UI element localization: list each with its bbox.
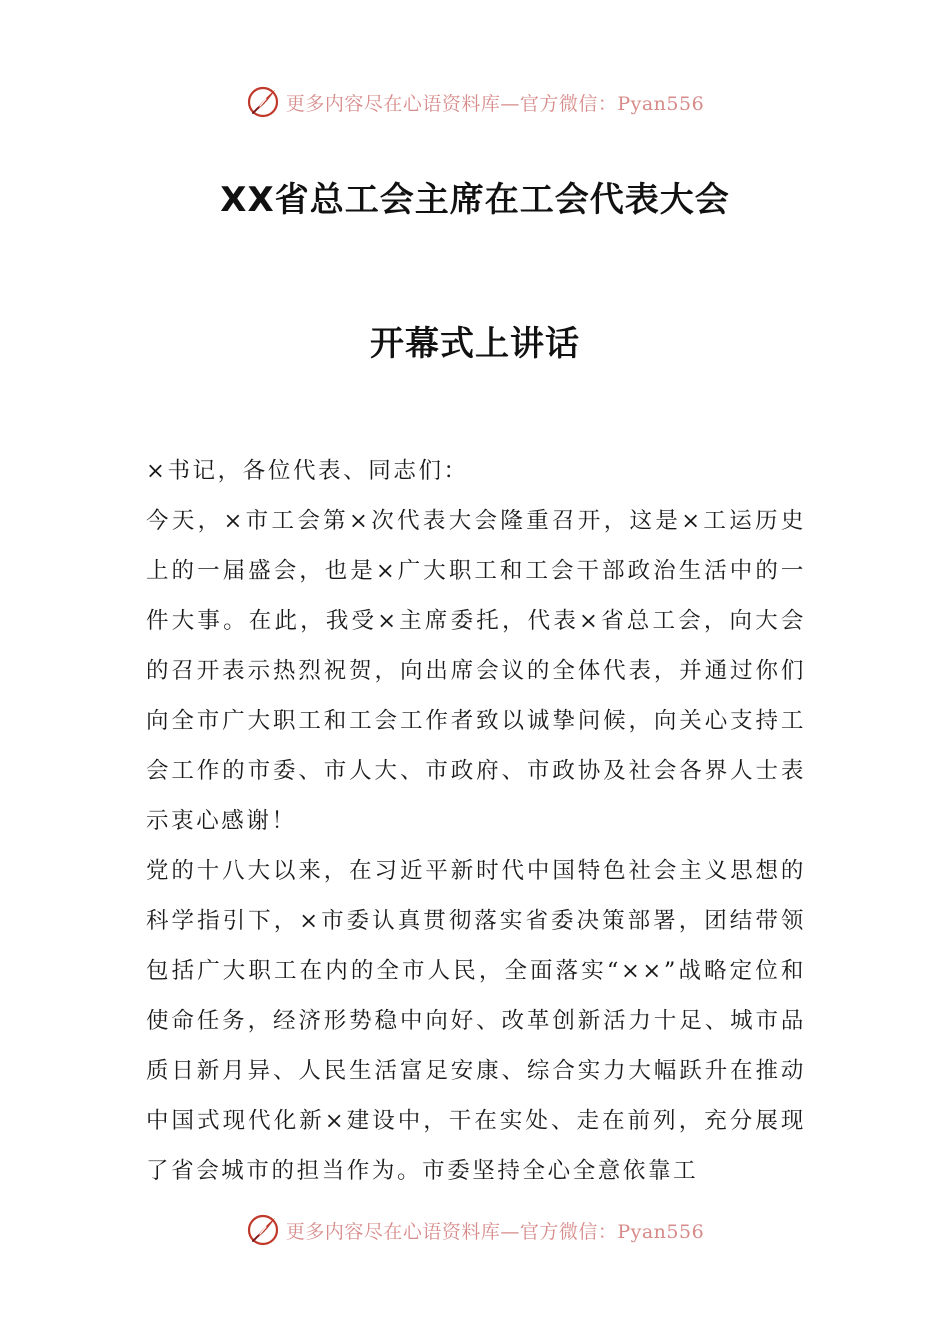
header-watermark <box>0 82 950 122</box>
body-paragraph-2: 党的十八大以来，在习近平新时代中国特色社会主义思想的科学指引下，×市委认真贯彻落实省委决策部署，团结带领包括广大职工在内的全市人民，全面落实“××”战略定位和使命任务，经济形势稳中向好、改革创新活力十足、城市品质日新月异、人民生活富足安康、综合实力大幅跃升在推动中国式现代化新×建设中，干在实处、走在前列，充分展现了省会城市的担当作为。市委坚持全心全意依靠工 <box>146 858 806 1184</box>
document-title-line-1: XX省总工会主席在工会代表大会 <box>220 180 730 220</box>
feather-pen-logo-icon <box>246 85 280 119</box>
feather-pen-logo-icon <box>246 1213 280 1247</box>
salutation: ×书记，各位代表、同志们： <box>146 458 469 484</box>
document-title-line-2: 开幕式上讲话 <box>370 324 580 364</box>
body-paragraph-1: 今天，×市工会第×次代表大会隆重召开，这是×工运历史上的一届盛会，也是×广大职工和工会干部政治生活中的一件大事。在此，我受×主席委托，代表×省总工会，向大会的召开表示热烈祝贺，向出席会议的全体代表，并通过你们向全市广大职工和工会工作者致以诚挚问候，向关心支持工会工作的市委、市人大、市政府、市政协及社会各界人士表示衷心感谢！ <box>146 508 806 834</box>
document-body <box>146 446 806 1196</box>
watermark-text: 更多内容尽在心语资料库—官方微信：Pyan556 <box>285 92 705 115</box>
watermark-text: 更多内容尽在心语资料库—官方微信：Pyan556 <box>285 1220 705 1243</box>
footer-watermark <box>0 1210 950 1250</box>
